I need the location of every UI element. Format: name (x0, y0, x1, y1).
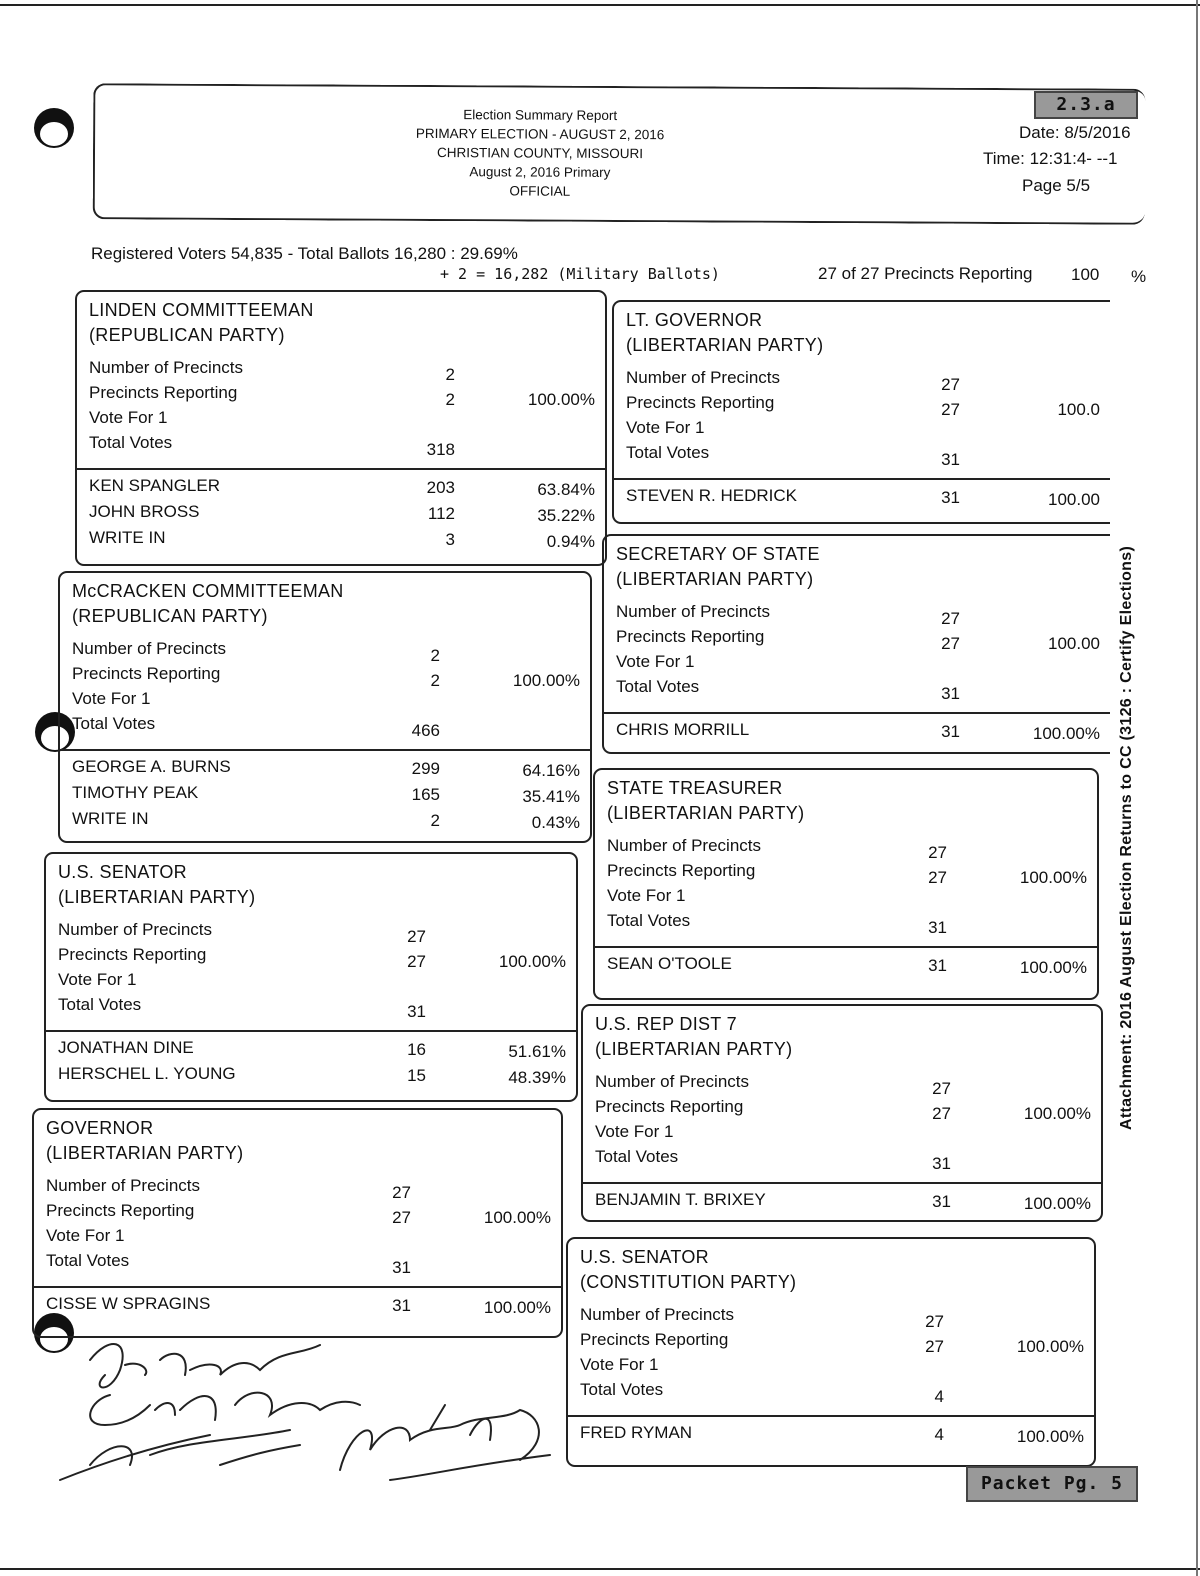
contest-title (580, 1245, 796, 1295)
total-votes-label: Total Votes (626, 443, 710, 462)
num-precincts-value: 27 (928, 843, 947, 862)
candidate-name: SEAN O'TOOLE (607, 954, 732, 973)
precincts-reporting-label: Precincts Reporting (580, 1330, 729, 1349)
contest-title (46, 1116, 243, 1166)
contest-party: (LIBERTARIAN PARTY) (595, 1039, 793, 1059)
reporting-percent: 100.00% (1023, 1104, 1091, 1123)
total-votes-value: 4 (934, 1387, 944, 1406)
candidate-votes: 31 (392, 1296, 411, 1315)
candidate-percent: 51.61% (508, 1042, 566, 1061)
report-title (395, 105, 685, 202)
contest-title (607, 776, 804, 826)
contest-office: GOVERNOR (46, 1118, 154, 1138)
candidate-votes: 4 (934, 1425, 944, 1444)
num-precincts-value: 2 (430, 646, 440, 665)
total-votes-value: 31 (932, 1154, 951, 1173)
candidate-percent: 64.16% (522, 761, 580, 780)
contest-office: SECRETARY OF STATE (616, 544, 820, 564)
vote-for-label: Vote For 1 (607, 886, 686, 905)
candidate-percent: 100.00 (1048, 490, 1100, 509)
total-votes-label: Total Votes (595, 1147, 679, 1166)
candidate-separator (77, 468, 605, 470)
page-border-right (1196, 0, 1198, 1576)
candidate-percent: 100.00% (1019, 958, 1087, 977)
num-precincts-label: Number of Precincts (89, 358, 243, 377)
registered-voters: Registered Voters 54,835 - Total Ballots 16,280 : 29.69% (91, 244, 518, 263)
military-ballots: + 2 = 16,282 (Military Ballots) (440, 265, 720, 283)
num-precincts-value: 27 (941, 609, 960, 628)
candidate-name: JONATHAN DINE (58, 1038, 194, 1057)
contest-party: (LIBERTARIAN PARTY) (616, 569, 814, 589)
num-precincts-label: Number of Precincts (595, 1072, 749, 1091)
candidate-percent: 48.39% (508, 1068, 566, 1087)
candidate-name: WRITE IN (72, 809, 149, 828)
report-date: Date: 8/5/2016 (1019, 123, 1131, 142)
candidate-separator (46, 1030, 576, 1032)
vote-for-label: Vote For 1 (626, 418, 705, 437)
precincts-reporting-label: Precincts Reporting (58, 945, 207, 964)
candidate-votes: 31 (941, 722, 960, 741)
candidate-name: STEVEN R. HEDRICK (626, 486, 797, 505)
reporting-percent: 100.00% (1019, 868, 1087, 887)
candidate-percent: 100.00% (1032, 724, 1100, 743)
reporting-percent: 100.00% (527, 390, 595, 409)
candidate-votes: 31 (941, 488, 960, 507)
vote-for-label: Vote For 1 (58, 970, 137, 989)
title-line: Election Summary Report (463, 107, 618, 123)
vote-for-label: Vote For 1 (89, 408, 168, 427)
precincts-reporting-value: 2 (445, 390, 455, 409)
candidate-name: FRED RYMAN (580, 1423, 693, 1442)
title-line: CHRISTIAN COUNTY, MISSOURI (436, 145, 644, 162)
vote-for-label: Vote For 1 (616, 652, 695, 671)
contest-box (44, 852, 578, 1102)
precincts-reporting-value: 27 (932, 1104, 951, 1123)
candidate-name: BENJAMIN T. BRIXEY (595, 1190, 766, 1209)
candidate-separator (595, 946, 1097, 948)
reporting-percent: 100.0 (1057, 400, 1100, 419)
num-precincts-value: 27 (932, 1079, 951, 1098)
packet-page-badge: Packet Pg. 5 (966, 1466, 1138, 1502)
title-line: PRIMARY ELECTION - AUGUST 2, 2016 (415, 125, 665, 143)
num-precincts-label: Number of Precincts (607, 836, 761, 855)
page-border-bottom (0, 1568, 1200, 1570)
contest-box (75, 290, 607, 566)
precincts-percent: 100 (1071, 265, 1100, 284)
precincts-reporting-label: Precincts Reporting (626, 393, 775, 412)
candidate-votes: 3 (445, 530, 455, 549)
total-votes-label: Total Votes (616, 677, 700, 696)
precincts-reporting-label: Precincts Reporting (89, 383, 238, 402)
candidate-votes: 299 (411, 759, 440, 778)
total-votes-value: 31 (928, 918, 947, 937)
num-precincts-label: Number of Precincts (46, 1176, 200, 1195)
total-votes-label: Total Votes (89, 433, 173, 452)
total-votes-label: Total Votes (58, 995, 142, 1014)
precincts-reporting-value: 27 (941, 400, 960, 419)
candidate-votes: 15 (407, 1066, 426, 1085)
candidate-separator (60, 749, 590, 751)
contest-office: LT. GOVERNOR (626, 310, 763, 330)
num-precincts-label: Number of Precincts (72, 639, 226, 658)
contest-office: McCRACKEN COMMITTEEMAN (72, 581, 344, 601)
candidate-votes: 31 (928, 956, 947, 975)
candidate-votes: 2 (430, 811, 440, 830)
total-votes-value: 31 (407, 1002, 426, 1021)
contest-box (581, 1004, 1103, 1222)
total-votes-value: 318 (426, 440, 455, 459)
vote-for-label: Vote For 1 (580, 1355, 659, 1374)
precincts-reporting-label: Precincts Reporting (607, 861, 756, 880)
num-precincts-label: Number of Precincts (616, 602, 770, 621)
contest-party: (REPUBLICAN PARTY) (89, 325, 285, 345)
total-votes-label: Total Votes (580, 1380, 664, 1399)
contest-office: U.S. SENATOR (58, 862, 187, 882)
candidate-separator (614, 478, 1110, 480)
contest-party: (LIBERTARIAN PARTY) (58, 887, 256, 907)
contest-office: U.S. SENATOR (580, 1247, 709, 1267)
precincts-reporting-value: 2 (430, 671, 440, 690)
title-line: OFFICIAL (509, 183, 571, 199)
candidate-percent: 100.00% (1016, 1427, 1084, 1446)
contest-title (72, 579, 344, 629)
candidate-percent: 100.00% (483, 1298, 551, 1317)
contest-office: STATE TREASURER (607, 778, 783, 798)
precincts-reporting-label: Precincts Reporting (46, 1201, 195, 1220)
candidate-name: KEN SPANGLER (89, 476, 221, 495)
candidate-votes: 16 (407, 1040, 426, 1059)
num-precincts-label: Number of Precincts (580, 1305, 734, 1324)
candidate-percent: 0.43% (531, 813, 580, 832)
total-votes-value: 31 (941, 450, 960, 469)
precincts-reporting-value: 27 (941, 634, 960, 653)
contest-box (566, 1237, 1096, 1467)
reporting-percent: 100.00% (483, 1208, 551, 1227)
num-precincts-value: 27 (407, 927, 426, 946)
page-border-top (0, 4, 1200, 6)
candidate-separator (34, 1286, 561, 1288)
num-precincts-value: 27 (392, 1183, 411, 1202)
candidate-name: WRITE IN (89, 528, 166, 547)
candidate-percent: 100.00% (1023, 1194, 1091, 1213)
num-precincts-value: 2 (445, 365, 455, 384)
candidate-separator (583, 1182, 1101, 1184)
precincts-reporting-value: 27 (928, 868, 947, 887)
contest-party: (LIBERTARIAN PARTY) (46, 1143, 244, 1163)
candidate-percent: 35.22% (537, 506, 595, 525)
contest-title (616, 542, 820, 592)
contest-title (58, 860, 255, 910)
precincts-reporting-value: 27 (925, 1337, 944, 1356)
contest-title (626, 308, 823, 358)
precincts-reporting-label: Precincts Reporting (616, 627, 765, 646)
candidate-votes: 165 (411, 785, 440, 804)
contest-title (89, 298, 314, 348)
precincts-reporting-summary: 27 of 27 Precincts Reporting (818, 264, 1033, 283)
num-precincts-value: 27 (925, 1312, 944, 1331)
candidate-votes: 203 (426, 478, 455, 497)
vote-for-label: Vote For 1 (595, 1122, 674, 1141)
candidate-percent: 35.41% (522, 787, 580, 806)
attachment-label: Attachment: 2016 August Election Returns to CC (3126 : Certify Elections) (1118, 545, 1135, 1130)
precincts-reporting-label: Precincts Reporting (595, 1097, 744, 1116)
candidate-separator (568, 1415, 1094, 1417)
reporting-percent: 100.00% (498, 952, 566, 971)
candidate-percent: 0.94% (546, 532, 595, 551)
candidate-name: TIMOTHY PEAK (72, 783, 199, 802)
contest-title (595, 1012, 792, 1062)
contest-box (593, 768, 1099, 1000)
precincts-reporting-label: Precincts Reporting (72, 664, 221, 683)
precincts-reporting-value: 27 (392, 1208, 411, 1227)
candidate-percent: 63.84% (537, 480, 595, 499)
num-precincts-label: Number of Precincts (626, 368, 780, 387)
contest-box (32, 1108, 563, 1338)
contest-box (58, 571, 592, 843)
candidate-votes: 31 (932, 1192, 951, 1211)
num-precincts-label: Number of Precincts (58, 920, 212, 939)
candidate-name: HERSCHEL L. YOUNG (58, 1064, 236, 1083)
candidate-name: JOHN BROSS (89, 502, 200, 521)
page-number: Page 5/5 (1022, 176, 1091, 195)
precincts-percent-sign: % (1131, 267, 1147, 286)
candidate-votes: 112 (427, 504, 455, 523)
contest-party: (LIBERTARIAN PARTY) (607, 803, 805, 823)
title-line: August 2, 2016 Primary (469, 164, 611, 180)
candidate-name: CISSE W SPRAGINS (46, 1294, 211, 1313)
total-votes-label: Total Votes (607, 911, 691, 930)
contest-office: LINDEN COMMITTEEMAN (89, 300, 314, 320)
vote-for-label: Vote For 1 (72, 689, 151, 708)
total-votes-value: 31 (392, 1258, 411, 1277)
contest-box (602, 534, 1110, 754)
reporting-percent: 100.00 (1048, 634, 1100, 653)
candidate-name: CHRIS MORRILL (616, 720, 750, 739)
punch-hole (34, 108, 74, 148)
reporting-percent: 100.00% (1016, 1337, 1084, 1356)
attachment-badge: 2.3.a (1034, 91, 1138, 119)
contest-party: (REPUBLICAN PARTY) (72, 606, 268, 626)
contest-box (612, 300, 1110, 524)
num-precincts-value: 27 (941, 375, 960, 394)
contest-party: (CONSTITUTION PARTY) (580, 1272, 797, 1292)
contest-party: (LIBERTARIAN PARTY) (626, 335, 824, 355)
vote-for-label: Vote For 1 (46, 1226, 125, 1245)
contest-office: U.S. REP DIST 7 (595, 1014, 737, 1034)
total-votes-label: Total Votes (72, 714, 156, 733)
candidate-separator (604, 712, 1110, 714)
total-votes-value: 31 (941, 684, 960, 703)
reporting-percent: 100.00% (512, 671, 580, 690)
candidate-name: GEORGE A. BURNS (72, 757, 231, 776)
total-votes-label: Total Votes (46, 1251, 130, 1270)
total-votes-value: 466 (411, 721, 440, 740)
precincts-reporting-value: 27 (407, 952, 426, 971)
report-time: Time: 12:31:4‐ ‐‐1 (983, 149, 1118, 168)
official-signatures (50, 1330, 570, 1500)
